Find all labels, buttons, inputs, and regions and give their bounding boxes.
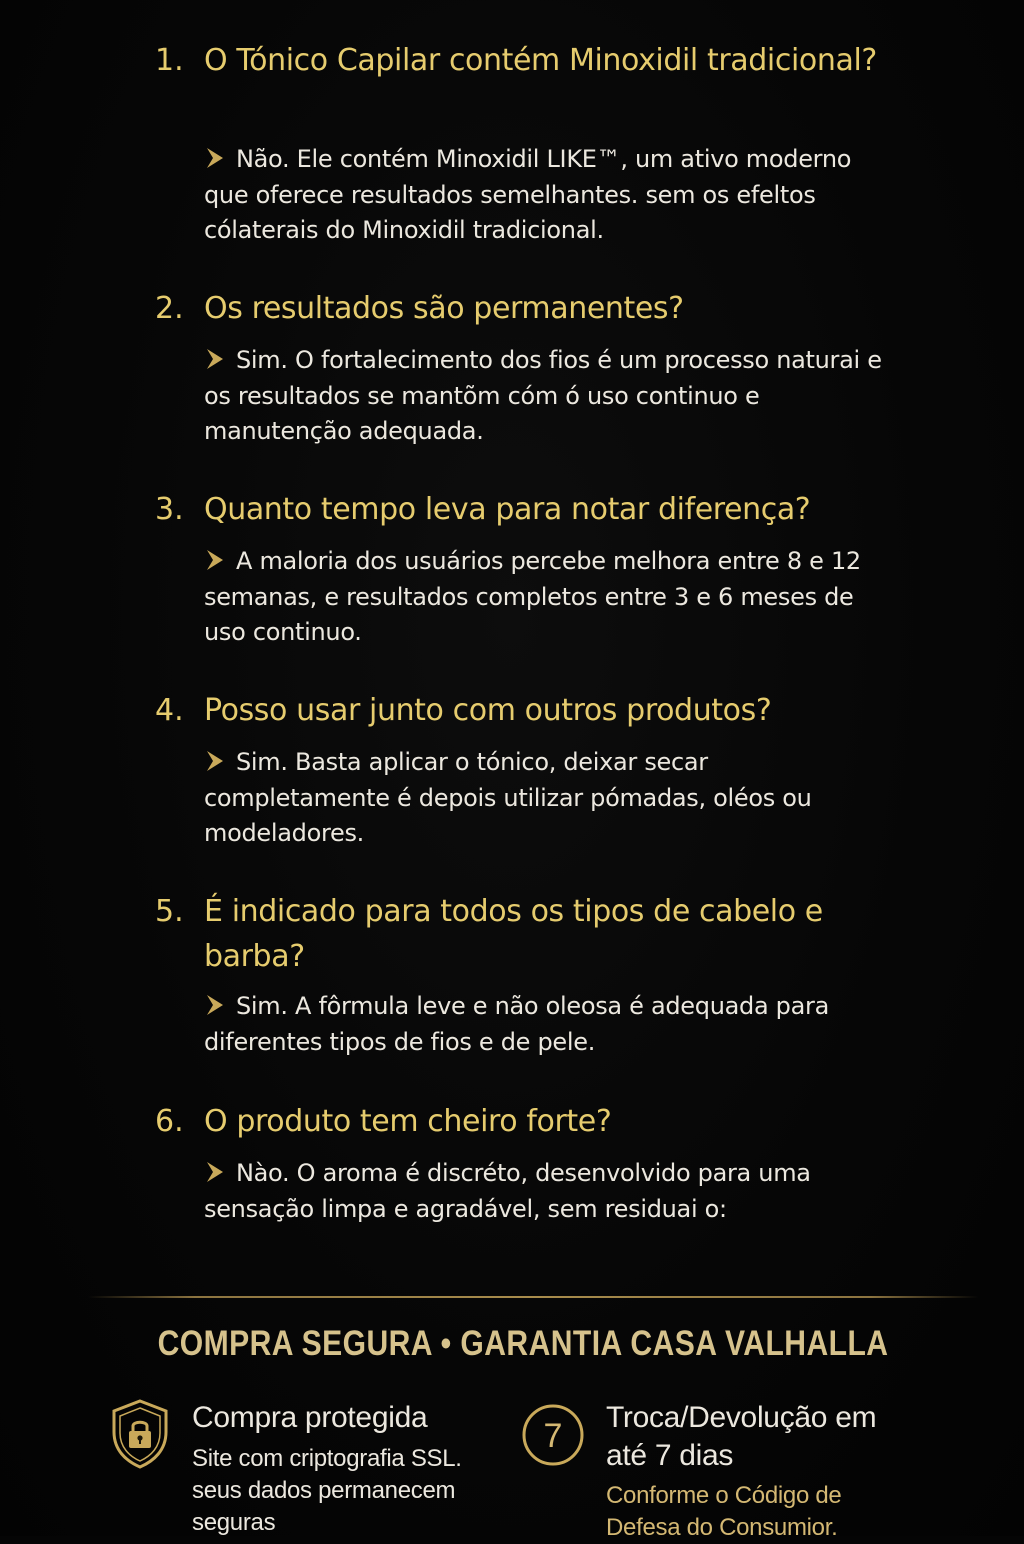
feature-description: Site com criptografia SSL. seus dados permanecem seguras xyxy=(192,1445,462,1536)
faq-question: É indicado para todos os tipos de cabelo e barba? xyxy=(204,894,823,974)
faq-number: 6. xyxy=(155,1104,184,1139)
feature-title: Troca/Devolução em até 7 dias xyxy=(606,1401,877,1472)
faq-number: 1. xyxy=(155,43,184,78)
faq-number: 2. xyxy=(155,291,184,326)
faq-answer-block xyxy=(204,745,884,852)
chevron-right-icon xyxy=(204,347,226,371)
faq-number: 4. xyxy=(155,693,184,728)
section-divider xyxy=(88,1296,978,1298)
faq-answer-block xyxy=(204,142,884,249)
faq-answer-block xyxy=(204,343,884,450)
faq-answer: Sim. A fôrmula leve e não oleosa é adequada para diferentes tipos de fios e de pele. xyxy=(204,992,829,1056)
faq-question: Posso usar junto com outros produtos? xyxy=(204,693,772,728)
seven-days-icon-text: 7 xyxy=(543,1417,563,1455)
faq-answer-block xyxy=(204,544,884,651)
chevron-right-icon xyxy=(204,1160,226,1184)
shield-lock-icon xyxy=(110,1398,170,1470)
faq-answer-block xyxy=(204,1156,884,1227)
faq-answer: Não. Ele contém Minoxidil LIKE™, um ativo moderno que oferece resultados semelhantes. sem os efeltos cólaterais do Minoxidil tradicional. xyxy=(204,145,852,244)
seven-days-icon xyxy=(521,1403,585,1467)
faq-number: 5. xyxy=(155,894,184,929)
feature-description: Conforme o Código de Defesa do Consumior. xyxy=(606,1482,842,1541)
chevron-right-icon xyxy=(204,146,226,170)
faq-question: Os resultados são permanentes? xyxy=(204,291,684,326)
faq-number: 3. xyxy=(155,492,184,527)
faq-question: O Tónico Capilar contém Minoxidil tradicional? xyxy=(204,43,877,78)
chevron-right-icon xyxy=(204,749,226,773)
faq-answer-block xyxy=(204,989,884,1060)
faq-answer: A maloria dos usuários percebe melhora entre 8 e 12 semanas, e resultados completos entre 3 e 6 meses de uso continuo. xyxy=(204,547,861,646)
faq-answer: Nào. O aroma é discréto, desenvolvido para uma sensação limpa e agradável, sem residuai o: xyxy=(204,1159,811,1223)
chevron-right-icon xyxy=(204,993,226,1017)
faq-answer: Sim. Basta aplicar o tónico, deixar secar completamente é depois utilizar pómadas, oléos ou modeladores. xyxy=(204,748,812,847)
guarantee-title: COMPRA SEGURA • GARANTIA CASA VALHALLA xyxy=(157,1324,889,1363)
faq-question: Quanto tempo leva para notar diferença? xyxy=(204,492,811,527)
feature-title: Compra protegida xyxy=(192,1401,428,1434)
faq-question: O produto tem cheiro forte? xyxy=(204,1104,612,1139)
faq-answer: Sim. O fortalecimento dos fios é um processo naturai e os resultados se mantõm cóm ó uso continuo e manutenção adequada. xyxy=(204,346,882,445)
chevron-right-icon xyxy=(204,548,226,572)
